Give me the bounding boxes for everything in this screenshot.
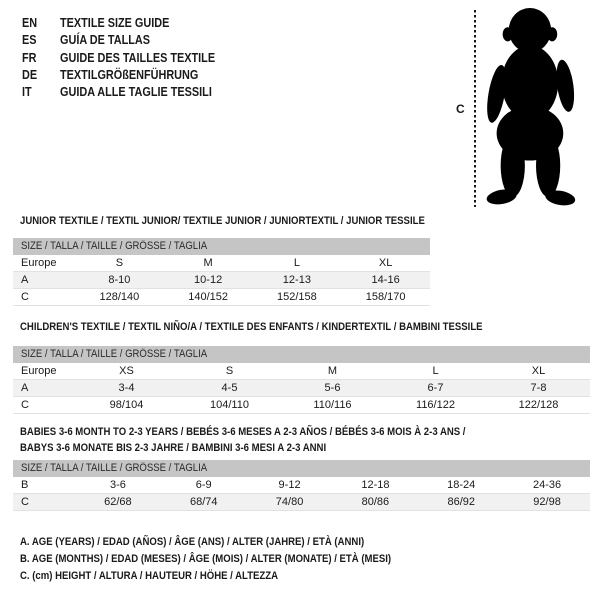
size-cell: 86/92 [447, 496, 475, 508]
size-header-bar [13, 460, 590, 477]
legend-note-line [20, 568, 447, 585]
language-code: DE [22, 67, 38, 82]
size-cell: 7-8 [530, 382, 547, 394]
children-size-table [13, 346, 590, 414]
language-title: TEXTILE SIZE GUIDE [60, 16, 170, 30]
size-cell: 8-10 [108, 274, 131, 286]
height-measure-dashed-line [474, 10, 476, 207]
children-table-title [20, 320, 552, 336]
size-cell: XS [119, 365, 134, 377]
size-cell: 158/170 [365, 291, 406, 303]
size-cell: 80/86 [361, 496, 390, 508]
table-row [13, 255, 430, 272]
size-cell: 12-13 [282, 274, 311, 286]
legend-note-text: C. (cm) HEIGHT / ALTURA / HAUTEUR / HÖHE / ALTEZZA [20, 570, 279, 582]
size-cell: 10-12 [194, 274, 223, 286]
legend-note-text: B. AGE (MONTHS) / EDAD (MESES) / ÂGE (MOIS) / ALTER (MONATE) / ETÀ (MESI) [20, 553, 392, 565]
table-row [13, 397, 590, 414]
babies-table-title-line2: BABYS 3-6 MONATE BIS 2-3 JAHRE / BAMBINI 3-6 MESI A 2-3 ANNI [20, 441, 327, 454]
size-cell: 116/122 [416, 399, 455, 411]
row-label: C [21, 291, 29, 303]
language-title: GUIDE DES TAILLES TEXTILE [60, 50, 216, 65]
size-cell: 9-12 [278, 479, 301, 491]
language-row [22, 15, 238, 32]
language-row [22, 84, 238, 101]
size-cell: 74/80 [275, 496, 304, 508]
size-header-bar [13, 346, 590, 363]
size-cell: M [203, 257, 213, 269]
language-code: ES [22, 33, 37, 48]
language-row [22, 50, 238, 67]
children-table-title-text: CHILDREN'S TEXTILE / TEXTIL NIÑO/A / TEXTILE DES ENFANTS / KINDERTEXTIL / BAMBINI TESSILE [20, 321, 483, 333]
babies-table-title-line1: BABIES 3-6 MONTH TO 2-3 YEARS / BEBÉS 3-6 MESES A 2-3 AÑOS / BÉBÉS 3-6 MOIS À 2-3 ANS / [20, 426, 466, 438]
size-header-label: SIZE / TALLA / TAILLE / GRÖSSE / TAGLIA [21, 462, 208, 474]
language-title: GUÍA DE TALLAS [60, 33, 151, 48]
size-cell: M [327, 365, 338, 377]
size-cell: 104/110 [210, 399, 249, 411]
row-label: B [21, 479, 29, 491]
babies-size-table [13, 460, 590, 511]
size-cell: S [115, 257, 124, 269]
size-cell: 14-16 [371, 274, 400, 286]
size-cell: 12-18 [361, 479, 390, 491]
size-cell: 152/158 [276, 291, 317, 303]
size-cell: 68/74 [189, 496, 218, 508]
size-header-bar [13, 238, 430, 255]
language-title-list [22, 15, 238, 101]
size-cell: S [225, 365, 234, 377]
junior-table-title [20, 214, 485, 230]
size-cell: 6-9 [195, 479, 212, 491]
size-cell: XL [378, 257, 393, 269]
table-row [13, 477, 590, 494]
junior-size-table [13, 238, 430, 306]
size-cell: 4-5 [221, 382, 238, 394]
language-title: TEXTILGRÖßENFÜHRUNG [60, 67, 199, 82]
size-cell: 3-4 [118, 382, 135, 394]
row-label: Europe [21, 257, 57, 269]
size-header-label: SIZE / TALLA / TAILLE / GRÖSSE / TAGLIA [21, 240, 208, 252]
size-cell: 140/152 [188, 291, 228, 303]
language-code: EN [22, 16, 38, 30]
size-cell: 18-24 [447, 479, 476, 491]
table-row [13, 494, 590, 511]
row-label: A [21, 382, 29, 394]
size-cell: L [432, 365, 439, 377]
size-cell: 6-7 [427, 382, 444, 394]
table-row [13, 363, 590, 380]
language-title: GUIDA ALLE TAGLIE TESSILI [60, 85, 212, 100]
row-label: A [21, 274, 29, 286]
legend-note-text: A. AGE (YEARS) / EDAD (AÑOS) / ÂGE (ANS) / ALTER (JAHRE) / ETÀ (ANNI) [20, 536, 365, 548]
legend-notes [20, 534, 447, 585]
size-cell: XL [531, 365, 546, 377]
size-cell: 62/68 [104, 496, 132, 508]
size-cell: 24-36 [532, 479, 562, 491]
size-cell: 92/98 [533, 496, 561, 508]
toddler-silhouette-image [483, 6, 589, 208]
language-code: FR [22, 50, 37, 65]
table-row [13, 272, 430, 289]
row-label: C [21, 496, 29, 508]
language-row [22, 32, 238, 49]
size-cell: 3-6 [109, 479, 126, 491]
size-cell: 122/128 [518, 399, 559, 411]
size-header-label: SIZE / TALLA / TAILLE / GRÖSSE / TAGLIA [21, 348, 208, 360]
row-label: Europe [21, 365, 57, 377]
legend-note-line [20, 551, 447, 568]
junior-table-title-text: JUNIOR TEXTILE / TEXTIL JUNIOR/ TEXTILE JUNIOR / JUNIORTEXTIL / JUNIOR TESSILE [20, 215, 425, 227]
row-label: C [21, 399, 29, 411]
table-row [13, 380, 590, 397]
size-cell: 5-6 [324, 382, 341, 394]
size-cell: 98/104 [109, 399, 144, 411]
size-cell: L [293, 257, 300, 269]
language-code: IT [22, 85, 32, 100]
size-cell: 128/140 [99, 291, 140, 303]
legend-note-line [20, 534, 447, 551]
size-cell: 110/116 [313, 399, 352, 411]
height-measure-label: C [456, 102, 465, 116]
babies-table-title [20, 425, 532, 456]
table-row [13, 289, 430, 306]
language-row [22, 67, 238, 84]
